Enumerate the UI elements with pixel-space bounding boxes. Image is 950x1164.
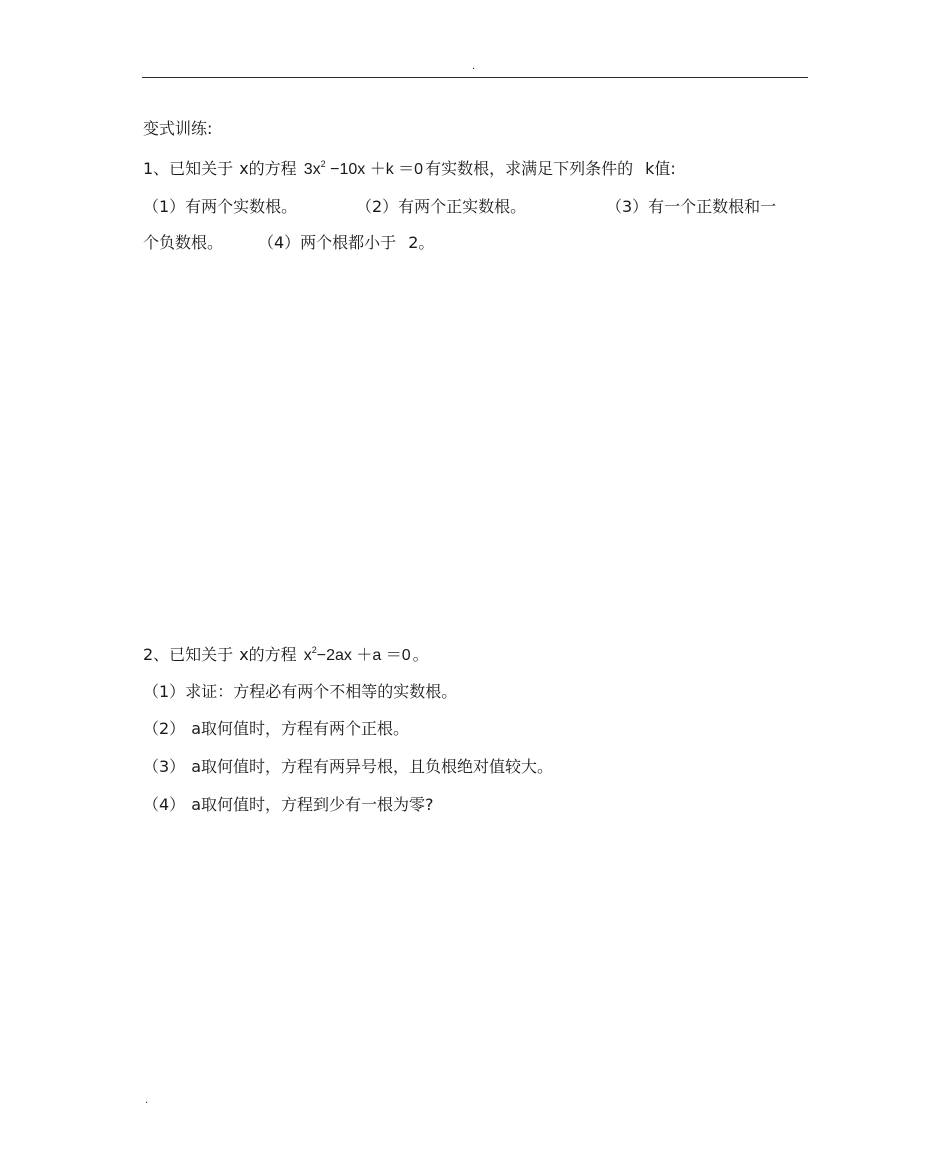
- problem2-statement: [143, 644, 429, 667]
- problem1-prefix: 1、已知关于: [143, 159, 234, 178]
- problem2-item-3: （3） a取何值时，方程有两异号根，且负根绝对值较大。: [143, 757, 554, 776]
- problem1-var-x: x: [239, 159, 249, 178]
- problem1-equation: $3x^2 -10x +k =0$: [303, 159, 424, 178]
- problem1-item-2: （2）有两个正实数根。: [356, 197, 527, 216]
- problem1-mid: 的方程: [248, 159, 297, 178]
- header-dot: .: [472, 61, 476, 72]
- problem1-var-k: k: [645, 159, 655, 178]
- problem1-item-4: （4）两个根都小于 2。: [258, 233, 435, 252]
- problem1-statement: [143, 158, 676, 181]
- problem1-suffix: 有实数根，求满足下列条件的: [425, 159, 634, 178]
- problem1-item-1: （1）有两个实数根。: [143, 197, 298, 216]
- section-title: 变式训练:: [143, 119, 213, 138]
- problem1-item-3a: （3）有一个正数根和一: [606, 197, 777, 216]
- problem1-item-3b: 个负数根。: [143, 233, 224, 252]
- problem2-prefix: 2、已知关于: [143, 645, 234, 664]
- problem2-end: 。: [412, 645, 429, 664]
- problem2-var-x: x: [239, 645, 249, 664]
- footer-dot: .: [145, 1095, 149, 1106]
- problem2-item-1: （1）求证：方程必有两个不相等的实数根。: [143, 682, 458, 701]
- problem2-item-4: （4） a取何值时，方程到少有一根为零?: [143, 795, 434, 814]
- problem2-equation: $x^2-2ax +a =0$: [303, 645, 411, 664]
- problem2-mid: 的方程: [248, 645, 297, 664]
- problem1-tail: 值:: [654, 159, 676, 178]
- header-rule: [142, 77, 808, 78]
- problem2-item-2: （2） a取何值时，方程有两个正根。: [143, 719, 410, 738]
